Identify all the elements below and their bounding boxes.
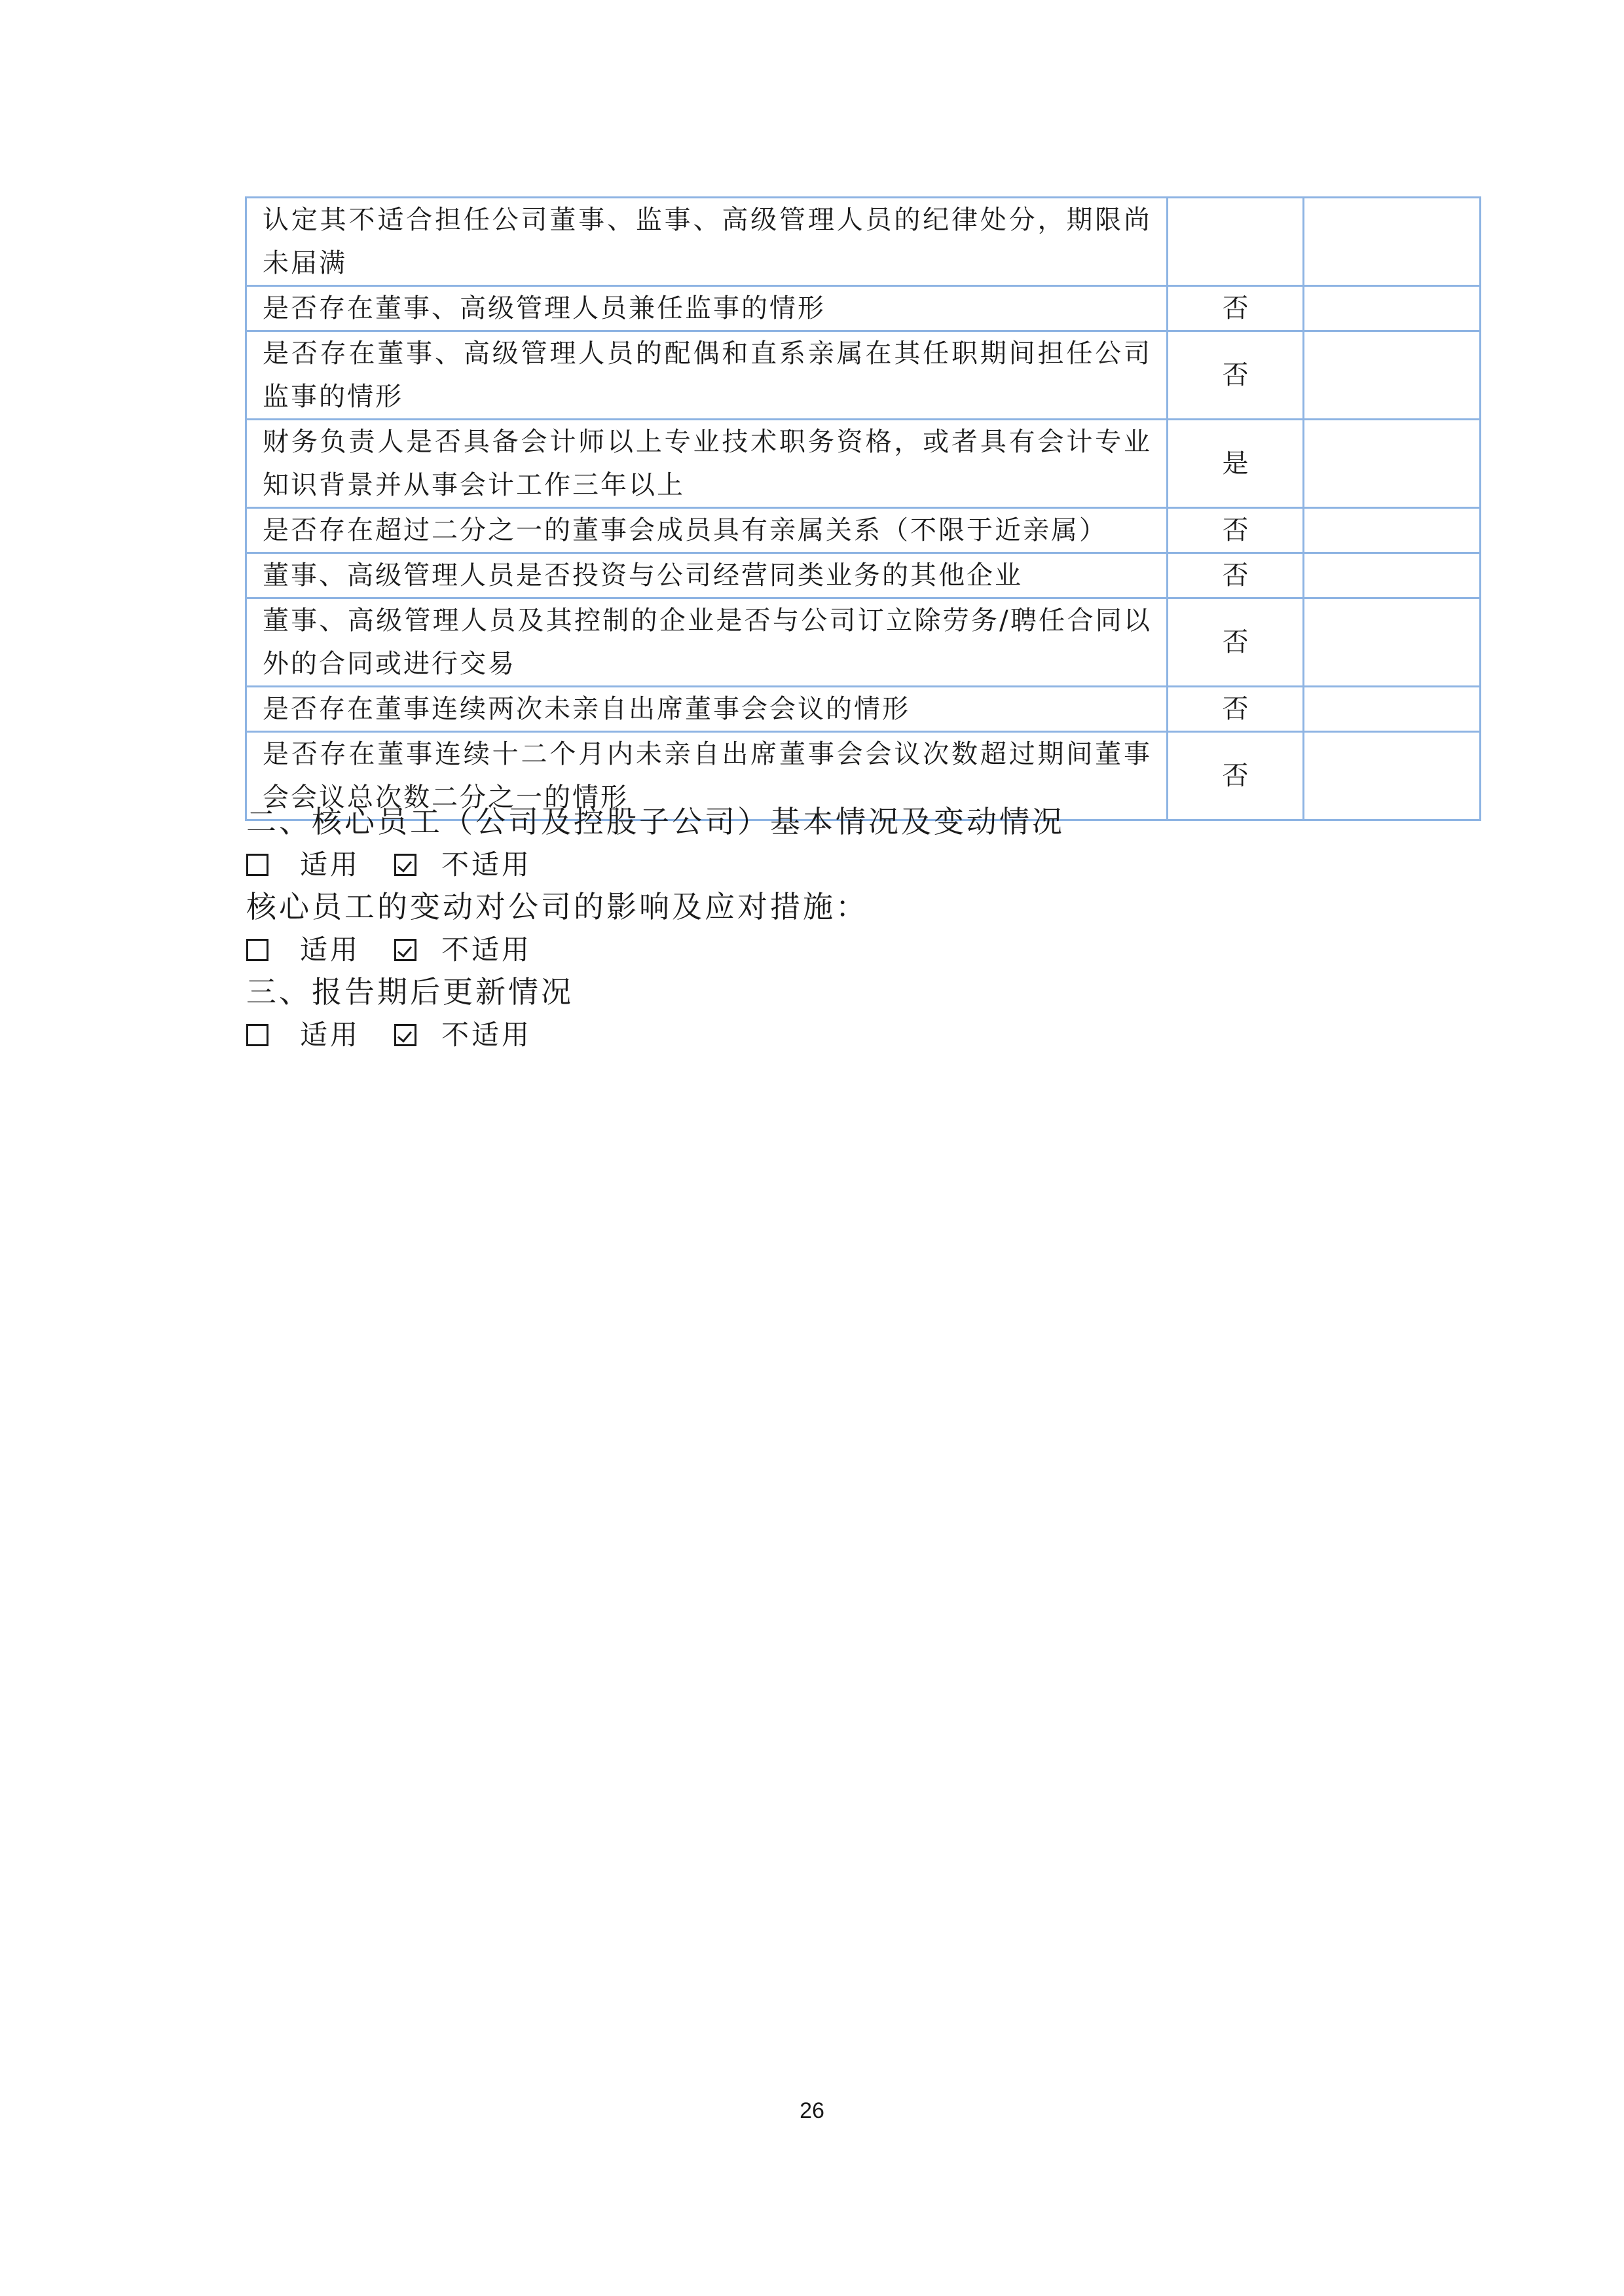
row-note	[1304, 331, 1481, 420]
row-note	[1304, 553, 1481, 598]
row-note	[1304, 286, 1481, 331]
row-answer: 否	[1168, 508, 1304, 553]
not-applicable-checkbox[interactable]	[394, 939, 416, 961]
row-answer: 否	[1168, 687, 1304, 732]
applicable-label: 适用	[300, 848, 361, 881]
row-answer: 否	[1168, 732, 1304, 820]
applicable-checkbox[interactable]	[246, 854, 268, 876]
row-note	[1304, 420, 1481, 508]
table-row	[246, 508, 1481, 553]
row-answer: 否	[1168, 553, 1304, 598]
row-question: 是否存在董事连续两次未亲自出席董事会会议的情形	[246, 687, 1168, 732]
table-row	[246, 286, 1481, 331]
not-applicable-checkbox[interactable]	[394, 854, 416, 876]
row-question: 是否存在董事、高级管理人员的配偶和直系亲属在其任职期间担任公司监事的情形	[246, 331, 1168, 420]
page-number: 26	[800, 2098, 824, 2123]
row-answer: 否	[1168, 598, 1304, 687]
applicable-checkbox[interactable]	[246, 939, 268, 961]
table-row	[246, 687, 1481, 732]
section-heading: 三、报告期后更新情况	[246, 974, 574, 1010]
row-question: 董事、高级管理人员是否投资与公司经营同类业务的其他企业	[246, 553, 1168, 598]
not-applicable-checkbox[interactable]	[394, 1024, 416, 1046]
row-note	[1304, 198, 1481, 286]
applicability-options	[246, 843, 1451, 886]
not-applicable-label: 不适用	[441, 934, 532, 966]
row-note	[1304, 598, 1481, 687]
section-core-employee-impact	[246, 885, 1451, 972]
row-question: 董事、高级管理人员及其控制的企业是否与公司订立除劳务/聘任合同以外的合同或进行交易	[246, 598, 1168, 687]
table-row	[246, 198, 1481, 286]
row-note	[1304, 687, 1481, 732]
section-post-period-updates	[246, 970, 1451, 1057]
row-answer	[1168, 198, 1304, 286]
row-question: 是否存在董事、高级管理人员兼任监事的情形	[246, 286, 1168, 331]
governance-table	[245, 196, 1481, 821]
row-question: 财务负责人是否具备会计师以上专业技术职务资格，或者具有会计专业知识背景并从事会计工作三年以上	[246, 420, 1168, 508]
applicability-options	[246, 928, 1451, 972]
row-answer: 否	[1168, 331, 1304, 420]
not-applicable-label: 不适用	[441, 1019, 532, 1051]
row-answer: 是	[1168, 420, 1304, 508]
table-row	[246, 553, 1481, 598]
section-heading: 核心员工的变动对公司的影响及应对措施：	[246, 889, 868, 924]
row-question: 是否存在董事连续十二个月内未亲自出席董事会会议次数超过期间董事会会议总次数二分之一的情形	[246, 732, 1168, 820]
applicable-label: 适用	[300, 934, 361, 966]
applicable-checkbox[interactable]	[246, 1024, 268, 1046]
table-row	[246, 598, 1481, 687]
row-answer: 否	[1168, 286, 1304, 331]
section-heading: 二、核心员工（公司及控股子公司）基本情况及变动情况	[246, 804, 1065, 839]
table-row	[246, 420, 1481, 508]
row-question: 是否存在超过二分之一的董事会成员具有亲属关系（不限于近亲属）	[246, 508, 1168, 553]
not-applicable-label: 不适用	[441, 848, 532, 881]
applicability-options	[246, 1013, 1451, 1057]
section-core-employees	[246, 800, 1451, 886]
table-row	[246, 331, 1481, 420]
row-note	[1304, 508, 1481, 553]
applicable-label: 适用	[300, 1019, 361, 1051]
row-question: 认定其不适合担任公司董事、监事、高级管理人员的纪律处分，期限尚未届满	[246, 198, 1168, 286]
